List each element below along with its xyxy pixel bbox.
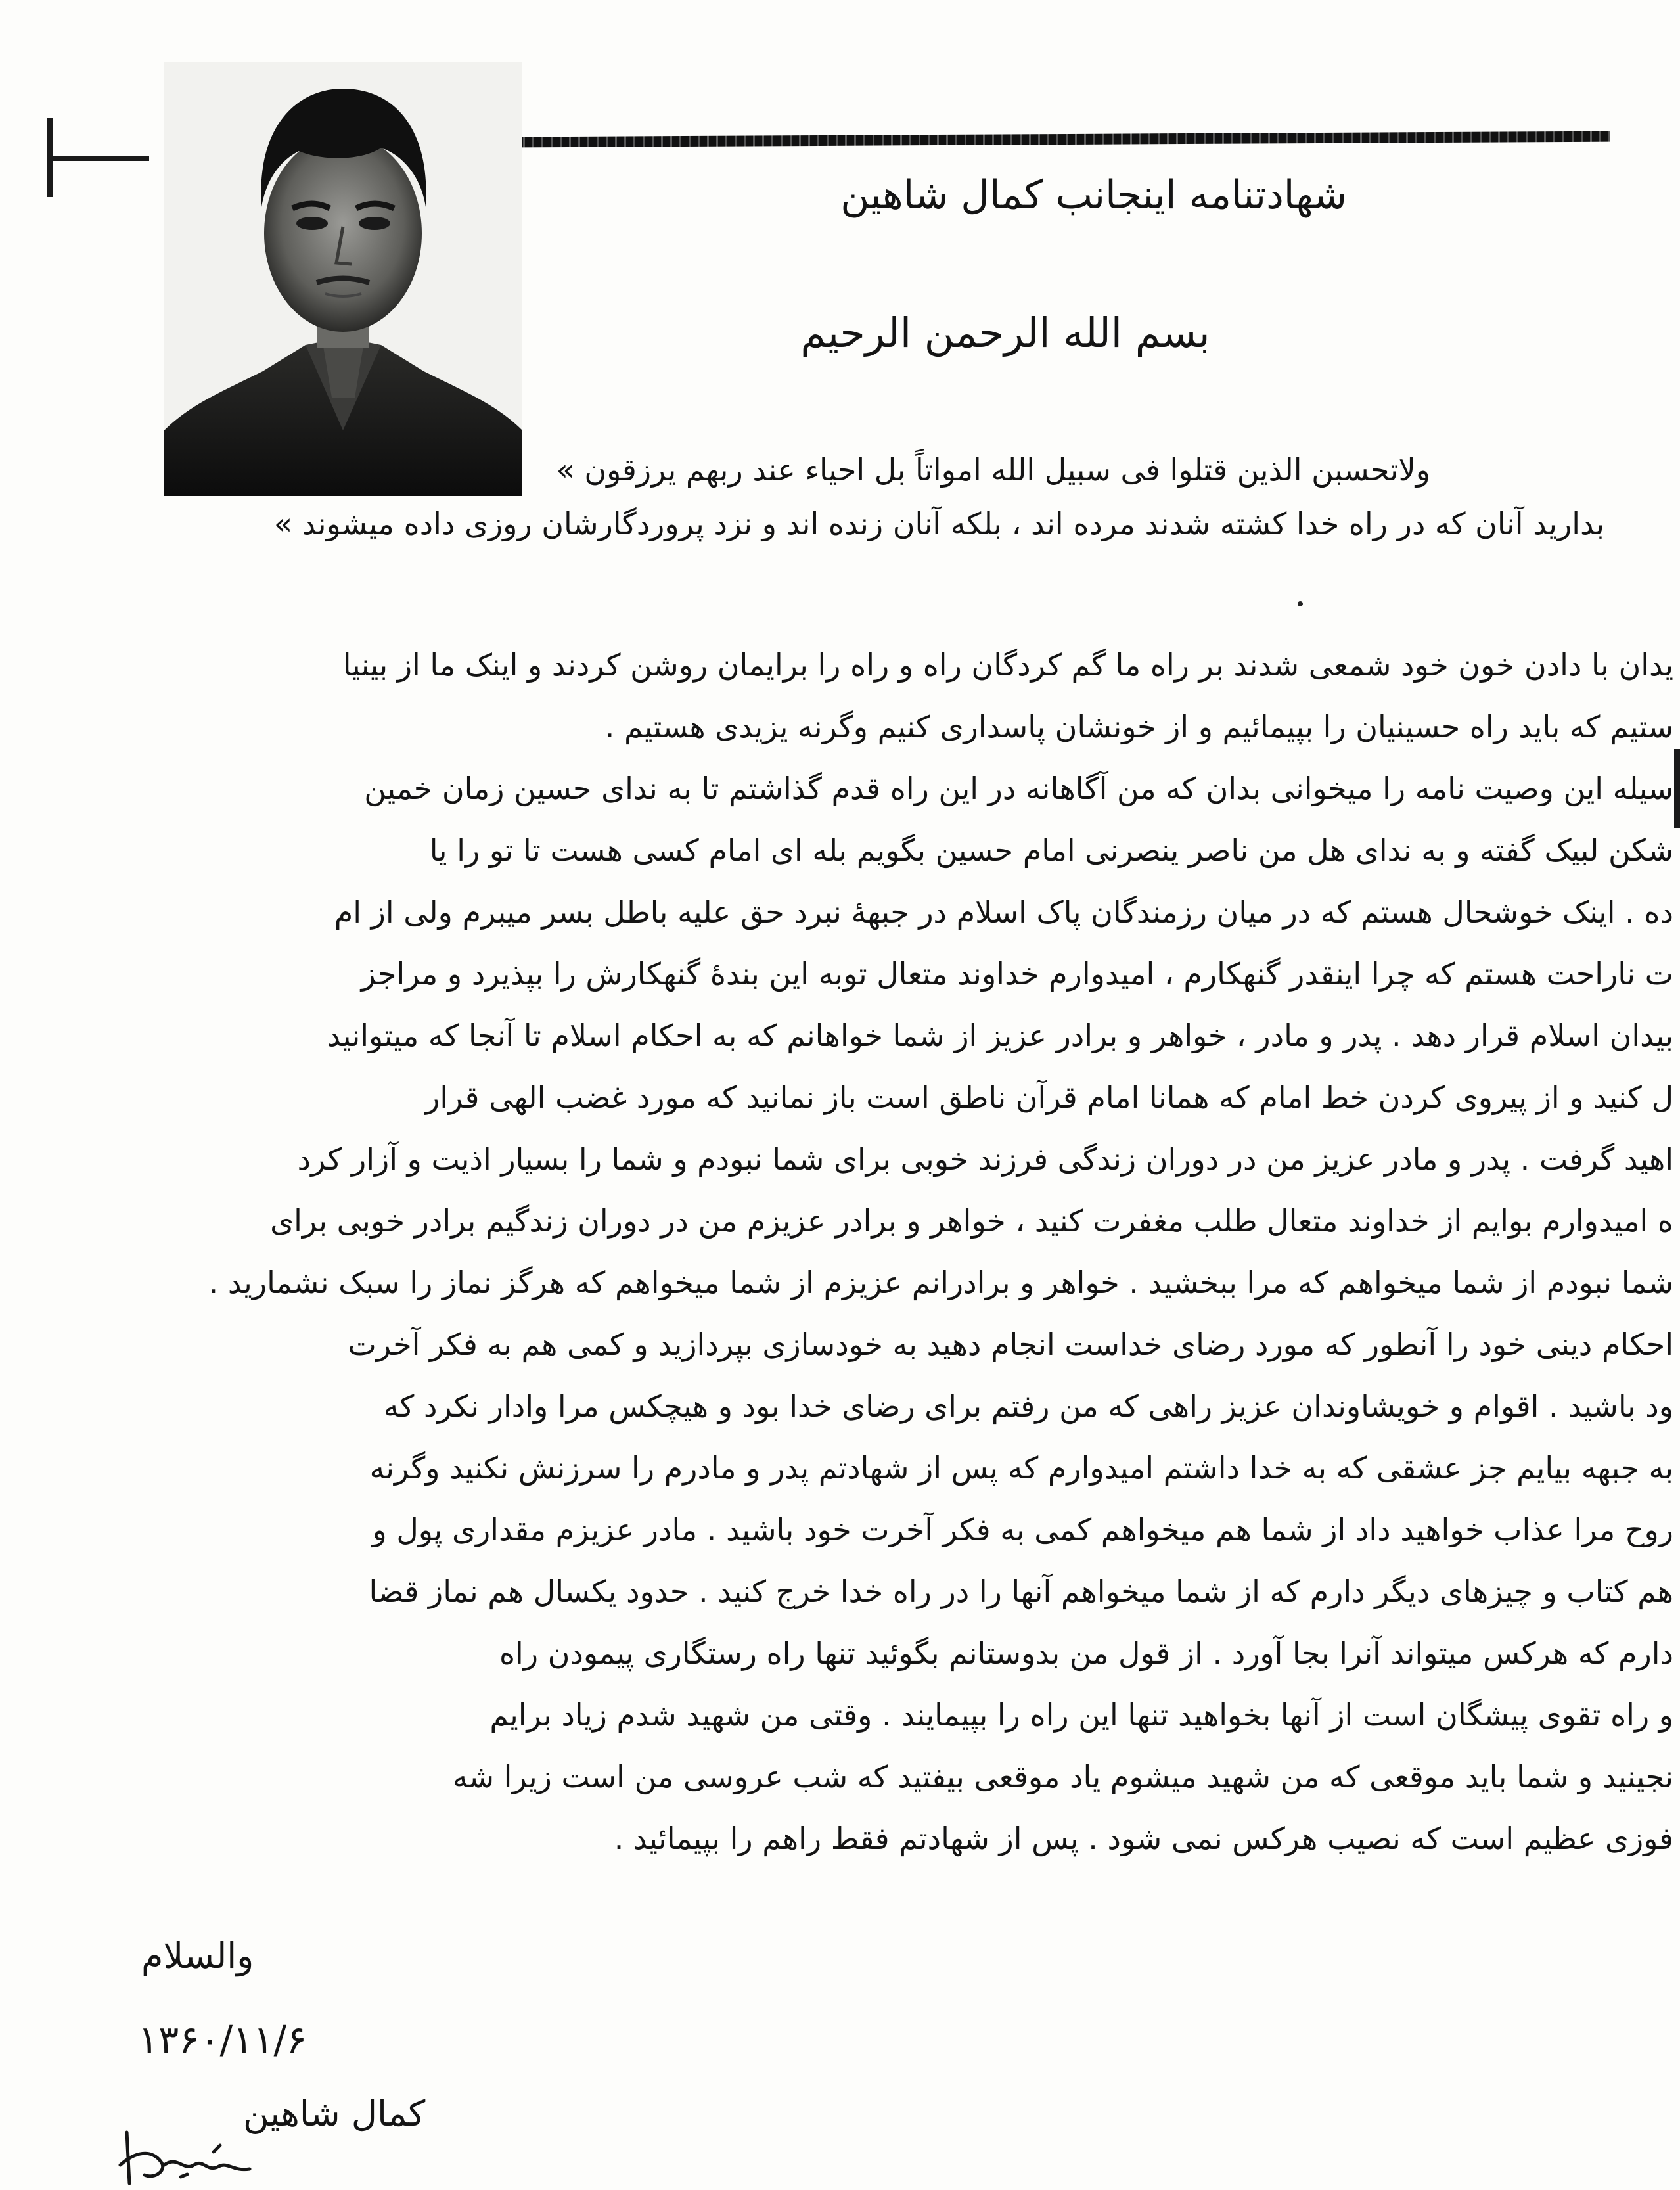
body-line: اهید گرفت . پدر و مادر عزیز من در دوران زندگی فرزند خوبی برای شما نبودم و شما را بسیار اذیت و آزار کرد xyxy=(297,1141,1673,1177)
body-line: بیدان اسلام قرار دهد . پدر و مادر ، خواهر و برادر عزیز از شما خواهانم که به احکام اسلام تا آنجا که میتوانید xyxy=(327,1018,1673,1053)
closing-salutation: والسلام xyxy=(141,1935,254,1976)
testament-body xyxy=(70,634,1673,1869)
signatory-name: کمال شاهین xyxy=(243,2093,426,2134)
body-line: یدان با دادن خون خود شمعی شدند بر راه ما گم کردگان راه و راه را برایمان روشن کردند و اینک ما از بینیا xyxy=(342,647,1673,683)
body-line: ستیم که باید راه حسینیان را بپیمائیم و از خونشان پاسداری کنیم وگرنه یزیدی هستیم . xyxy=(604,709,1673,744)
body-line: روح مرا عذاب خواهید داد از شما هم میخواهم کمی به فکر آخرت خود باشید . مادر عزیزم مقداری پول و xyxy=(372,1512,1673,1547)
stray-dot xyxy=(1298,601,1303,606)
verse-translation: بدارید آنان که در راه خدا کشته شدند مرده اند ، بلکه آنان زنده اند و نزد پروردگارشان روزی داده میشوند » xyxy=(273,506,1604,541)
body-line: ود باشید . اقوام و خویشاوندان عزیز راهی که من رفتم برای رضای خدا بود و هیچکس مرا وادار نکرد که xyxy=(383,1388,1673,1424)
date: ۱۳۶۰/۱۱/۶ xyxy=(138,2017,307,2062)
body-line: سیله این وصیت نامه را میخوانی بدان که من آگاهانه در این راه قدم گذاشتم تا به ندای حسین زمان خمین xyxy=(364,771,1673,806)
scan-edge-mark xyxy=(1674,749,1680,828)
body-line: به جبهه بیایم جز عشقی که به خدا داشتم امیدوارم که پس از شهادتم پدر و مادرم را سرزنش نکنید وگرنه xyxy=(369,1450,1673,1486)
body-line: و راه تقوی پیشگان است از آنها بخواهید تنها این راه را بپیمایند . وقتی من شهید شدم زیاد برایم xyxy=(489,1697,1673,1733)
basmala: بسم الله الرحمن الرحیم xyxy=(800,309,1210,357)
body-line: ل کنید و از پیروی کردن خط امام که همانا امام قرآن ناطق است باز نمانید که مورد غضب الهی قرار xyxy=(425,1080,1673,1115)
body-line: ه امیدوارم بوایم از خداوند متعال طلب مغفرت کنید ، خواهر و برادر عزیزم من در دوران زندگیم برادر خوبی برای xyxy=(270,1203,1673,1239)
handwritten-signature xyxy=(115,2126,266,2188)
body-line: نجینید و شما باید موقعی که من شهید میشوم یاد موقعی بیفتید که شب عروسی من است زیرا شه xyxy=(452,1759,1673,1794)
quran-verse: ولاتحسبن الذین قتلوا فی سبیل الله امواتاً بل احیاء عند ربهم یرزقون » xyxy=(556,452,1430,488)
body-line: شما نبودم از شما میخواهم که مرا ببخشید . خواهر و برادرانم عزیزم از شما میخواهم که هرگز نماز را سبک نشمارید . xyxy=(208,1265,1673,1300)
portrait-image xyxy=(164,62,522,496)
body-line: ت ناراحت هستم که چرا اینقدر گنهکارم ، امیدوارم خداوند متعال توبه این بندهٔ گنهکارش را بپذیرد و مراجز xyxy=(361,956,1673,992)
body-line: احکام دینی خود را آنطور که مورد رضای خداست انجام دهید به خودسازی بپردازید و کمی هم به فکر آخرت xyxy=(348,1327,1673,1362)
scan-edge-mark xyxy=(47,156,149,161)
document-title: شهادتنامه اینجانب کمال شاهین xyxy=(840,172,1347,218)
body-line: هم کتاب و چیزهای دیگر دارم که از شما میخواهم آنها را در راه خدا خرج کنید . حدود یکسال هم نماز قضا xyxy=(369,1574,1673,1609)
body-line: فوزی عظیم است که نصیب هرکس نمی شود . پس از شهادتم فقط راهم را بپیمائید . xyxy=(614,1821,1673,1856)
body-line: ده . اینک خوشحال هستم که در میان رزمندگان پاک اسلام در جبههٔ نبرد حق علیه باطل بسر میبرم ولی از ام xyxy=(334,894,1673,930)
portrait-photo xyxy=(164,62,522,496)
top-ruled-line xyxy=(519,131,1610,148)
body-line: شکن لبیک گفته و به ندای هل من ناصر ینصرنی امام حسین بگویم بله ای امام کسی هست تا تو را یا xyxy=(429,833,1673,868)
body-line: دارم که هرکس میتواند آنرا بجا آورد . از قول من بدوستانم بگوئید تنها راه رستگاری پیمودن راه xyxy=(499,1635,1673,1671)
